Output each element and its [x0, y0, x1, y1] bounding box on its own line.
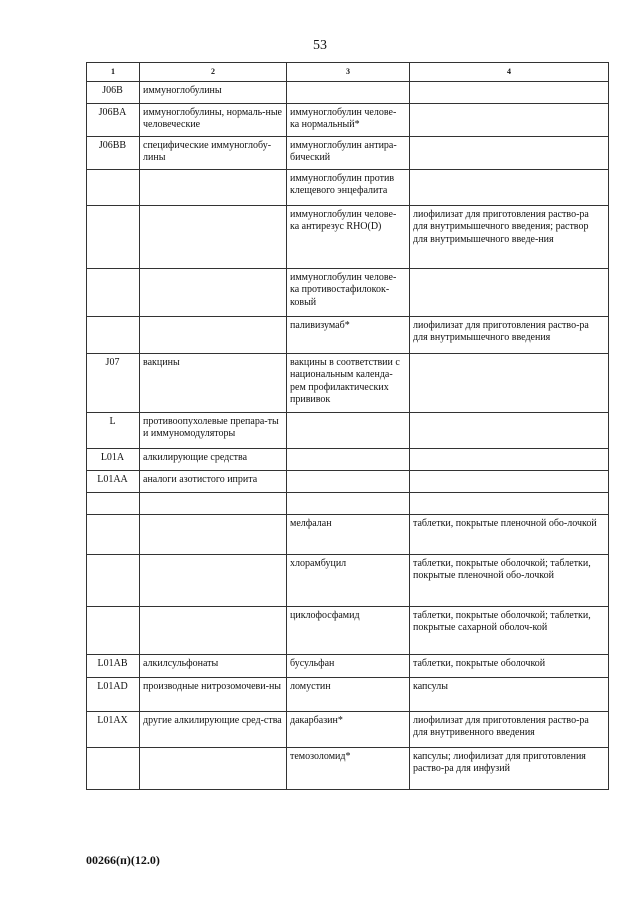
atc-code-cell [87, 492, 140, 514]
atc-code-cell [87, 554, 140, 606]
anatomical-group-cell: другие алкилирующие сред-ства [140, 711, 287, 747]
column-header-4: 4 [410, 63, 609, 82]
anatomical-group-cell [140, 169, 287, 205]
drug-name-cell [287, 470, 410, 492]
drug-name-cell: паливизумаб* [287, 316, 410, 353]
table-header-row [87, 63, 609, 82]
dosage-form-cell [410, 492, 609, 514]
table-row [87, 677, 609, 711]
anatomical-group-cell: иммуноглобулины, нормаль-ные человеческие [140, 103, 287, 136]
drug-name-cell: вакцины в соответствии с национальным календа-рем профилактических прививок [287, 353, 410, 412]
anatomical-group-cell [140, 554, 287, 606]
table-row [87, 747, 609, 789]
drug-name-cell: бусульфан [287, 654, 410, 677]
dosage-form-cell: таблетки, покрытые оболочкой; таблетки, покрытые сахарной оболоч-кой [410, 606, 609, 654]
atc-code-cell: J06BA [87, 103, 140, 136]
dosage-form-cell [410, 268, 609, 316]
atc-code-cell [87, 747, 140, 789]
drug-name-cell: иммуноглобулин челове-ка антирезус RHO(D) [287, 205, 410, 268]
anatomical-group-cell [140, 492, 287, 514]
dosage-form-cell: лиофилизат для приготовления раство-ра для внутримышечного введения [410, 316, 609, 353]
drug-name-cell [287, 81, 410, 103]
table-row [87, 514, 609, 554]
atc-code-cell [87, 316, 140, 353]
dosage-form-cell [410, 103, 609, 136]
table-row [87, 654, 609, 677]
atc-code-cell: J06B [87, 81, 140, 103]
drug-name-cell: ломустин [287, 677, 410, 711]
anatomical-group-cell: производные нитрозомочеви-ны [140, 677, 287, 711]
anatomical-group-cell [140, 747, 287, 789]
drug-name-cell [287, 448, 410, 470]
drug-name-cell: иммуноглобулин антира-бический [287, 136, 410, 169]
column-header-3: 3 [287, 63, 410, 82]
column-header-1: 1 [87, 63, 140, 82]
table-row [87, 353, 609, 412]
drug-table [86, 62, 609, 790]
atc-code-cell: L01AB [87, 654, 140, 677]
dosage-form-cell: таблетки, покрытые оболочкой; таблетки, покрытые пленочной обо-лочкой [410, 554, 609, 606]
anatomical-group-cell: аналоги азотистого иприта [140, 470, 287, 492]
anatomical-group-cell [140, 606, 287, 654]
drug-name-cell: иммуноглобулин челове-ка нормальный* [287, 103, 410, 136]
atc-code-cell [87, 205, 140, 268]
column-header-2: 2 [140, 63, 287, 82]
anatomical-group-cell: специфические иммуноглобу-лины [140, 136, 287, 169]
atc-code-cell: J07 [87, 353, 140, 412]
atc-code-cell [87, 606, 140, 654]
dosage-form-cell [410, 81, 609, 103]
anatomical-group-cell [140, 316, 287, 353]
anatomical-group-cell: иммуноглобулины [140, 81, 287, 103]
atc-code-cell: L01AX [87, 711, 140, 747]
atc-code-cell [87, 169, 140, 205]
drug-name-cell: иммуноглобулин против клещевого энцефалита [287, 169, 410, 205]
anatomical-group-cell [140, 514, 287, 554]
atc-code-cell: L01A [87, 448, 140, 470]
drug-name-cell: иммуноглобулин челове-ка противостафилокок-ковый [287, 268, 410, 316]
dosage-form-cell: капсулы; лиофилизат для приготовления раство-ра для инфузий [410, 747, 609, 789]
anatomical-group-cell [140, 268, 287, 316]
atc-code-cell: L01AD [87, 677, 140, 711]
table-row [87, 136, 609, 169]
dosage-form-cell [410, 136, 609, 169]
drug-name-cell: дакарбазин* [287, 711, 410, 747]
atc-code-cell [87, 514, 140, 554]
table-row [87, 492, 609, 514]
table-row [87, 316, 609, 353]
dosage-form-cell: капсулы [410, 677, 609, 711]
footer-code: 00266(п)(12.0) [86, 853, 160, 867]
table-row [87, 205, 609, 268]
dosage-form-cell [410, 470, 609, 492]
atc-code-cell: L [87, 412, 140, 448]
drug-name-cell [287, 492, 410, 514]
table-row [87, 169, 609, 205]
drug-name-cell [287, 412, 410, 448]
atc-code-cell [87, 268, 140, 316]
dosage-form-cell: лиофилизат для приготовления раство-ра для внутримышечного введения; раствор для внутримышечного введе-ния [410, 205, 609, 268]
drug-name-cell: мелфалан [287, 514, 410, 554]
anatomical-group-cell [140, 205, 287, 268]
page-number: 53 [313, 38, 327, 53]
table-row [87, 448, 609, 470]
dosage-form-cell [410, 412, 609, 448]
anatomical-group-cell: алкилирующие средства [140, 448, 287, 470]
dosage-form-cell [410, 353, 609, 412]
dosage-form-cell [410, 169, 609, 205]
dosage-form-cell [410, 448, 609, 470]
drug-name-cell: хлорамбуцил [287, 554, 410, 606]
drug-name-cell: темозоломид* [287, 747, 410, 789]
atc-code-cell: L01AA [87, 470, 140, 492]
table-row [87, 554, 609, 606]
table-row [87, 470, 609, 492]
table-row [87, 268, 609, 316]
anatomical-group-cell: противоопухолевые препара-ты и иммуномодуляторы [140, 412, 287, 448]
dosage-form-cell: таблетки, покрытые пленочной обо-лочкой [410, 514, 609, 554]
drug-name-cell: циклофосфамид [287, 606, 410, 654]
dosage-form-cell: таблетки, покрытые оболочкой [410, 654, 609, 677]
anatomical-group-cell: алкилсульфонаты [140, 654, 287, 677]
table-row [87, 103, 609, 136]
table-row [87, 412, 609, 448]
table-row [87, 606, 609, 654]
anatomical-group-cell: вакцины [140, 353, 287, 412]
atc-code-cell: J06BB [87, 136, 140, 169]
dosage-form-cell: лиофилизат для приготовления раство-ра для внутривенного введения [410, 711, 609, 747]
table-row [87, 711, 609, 747]
table-row [87, 81, 609, 103]
